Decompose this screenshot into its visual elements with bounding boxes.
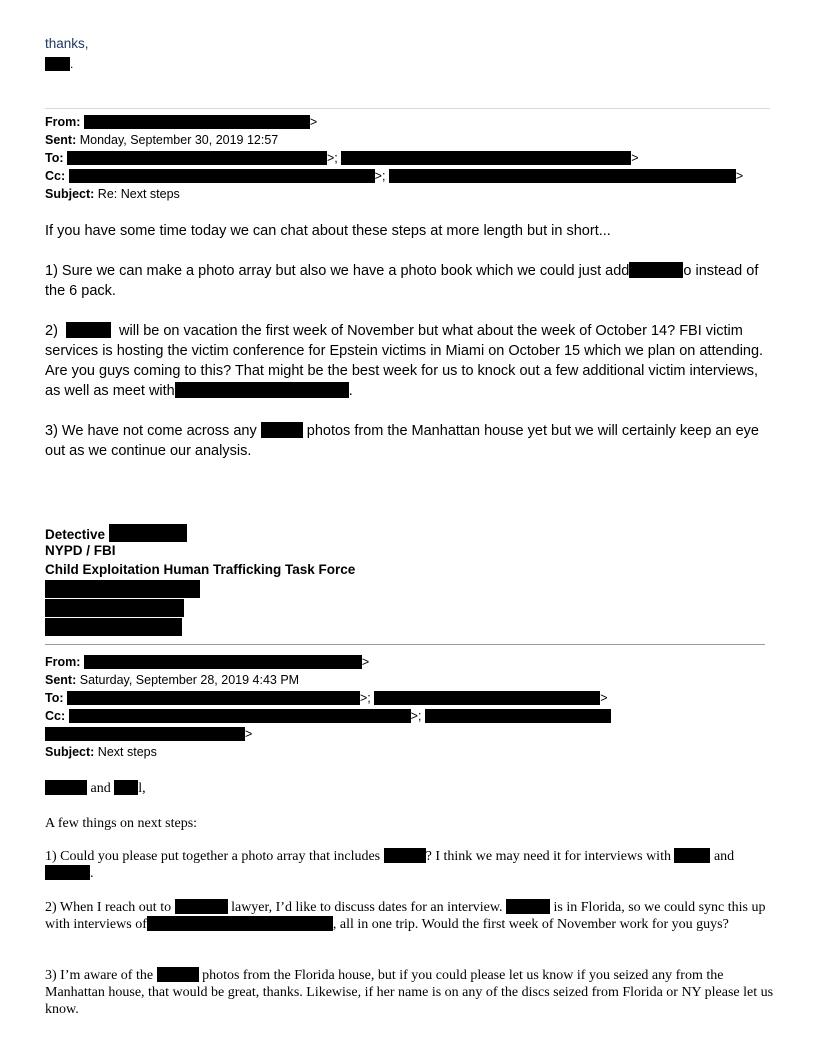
email2-item-2 (45, 899, 775, 933)
signature-unit: Child Exploitation Human Trafficking Task Force (45, 562, 356, 577)
email1-sent-line (45, 133, 278, 147)
email2-to-line (45, 691, 608, 705)
punct: >; (410, 709, 422, 723)
email1-cc-line (45, 169, 743, 183)
sent-label: Sent: (45, 673, 77, 687)
cc-label: Cc: (45, 709, 66, 723)
redaction-block (175, 899, 228, 914)
from-label: From: (45, 115, 81, 129)
redaction-block (389, 169, 736, 183)
redaction-block (147, 916, 333, 931)
redaction-block (84, 115, 310, 129)
redaction-block (45, 599, 184, 617)
redaction-block (67, 691, 360, 705)
redaction-block (69, 169, 375, 183)
email2-item-1 (45, 848, 775, 882)
redaction-block (69, 709, 411, 723)
text: ? I think we may need it for interviews with (425, 849, 671, 864)
email2-item-3 (45, 967, 775, 1018)
redaction-block (629, 262, 683, 278)
to-label: To: (45, 151, 64, 165)
email2-intro: A few things on next steps: (45, 816, 198, 831)
cc-label: Cc: (45, 169, 66, 183)
text: 2) When I reach out to (45, 900, 172, 915)
punct: >; (360, 691, 371, 705)
email1-item-1 (45, 261, 775, 301)
redaction-block (66, 322, 111, 338)
text: , all in one trip. Would the first week of November work for you guys? (332, 917, 729, 932)
text: 1) Could you please put together a photo array that includes (45, 849, 381, 864)
punct: >; (374, 169, 386, 183)
redaction-block (261, 422, 303, 438)
email2-sent-line (45, 673, 299, 687)
email1-item-2 (45, 321, 775, 401)
text: . (90, 866, 94, 881)
closing-signature (45, 57, 73, 71)
email2-greeting (45, 780, 775, 797)
redaction-block (374, 691, 600, 705)
email1-item-3 (45, 421, 775, 461)
redaction-block (84, 655, 362, 669)
redaction-block (45, 727, 245, 741)
redaction-block (45, 865, 90, 880)
punct: > (361, 655, 370, 669)
punct: > (600, 691, 608, 705)
redaction-block (45, 780, 87, 795)
text: photos from the Florida house, but if you could please let us know if you seized any from the Manhattan house, that would be great, thanks. Likewise, if her name is on any of the discs seized from Florida or NY please let us know. (45, 968, 774, 1017)
redaction-block (175, 382, 349, 398)
text: lawyer, I’d like to discuss dates for an interview. (231, 900, 503, 915)
redaction-block (45, 57, 70, 71)
sent-value: Monday, September 30, 2019 12:57 (79, 133, 279, 147)
signature-title (45, 524, 187, 543)
text: is in Florida, so we could sync this up with interviews of (45, 900, 766, 932)
text: 2) (45, 323, 58, 339)
text: will be on vacation the first week of November but what about the week of October 14? FBI victim services is hosting the victim conference for Epstein victims in Miami on October 15 which we plan on attending. Are you guys coming to this? That might be the best week for us to knock out a few additional victim interviews, as well as meet with (45, 323, 764, 399)
text: Detective (45, 527, 106, 542)
text: . (348, 383, 353, 399)
text: o instead of the 6 pack. (45, 263, 759, 299)
punct: > (245, 727, 253, 741)
from-label: From: (45, 655, 81, 669)
punct: > (309, 115, 318, 129)
redaction-block (341, 151, 631, 165)
redaction-block (506, 899, 550, 914)
closing-text: thanks, (45, 36, 89, 51)
email1-from-line (45, 115, 317, 129)
email2-subject-line (45, 745, 157, 759)
redaction-block (114, 780, 138, 795)
subject-label: Subject: (45, 745, 95, 759)
text: l, (138, 781, 146, 796)
email1-to-line (45, 151, 639, 165)
text: and (713, 849, 735, 864)
to-label: To: (45, 691, 64, 705)
punct: >; (327, 151, 338, 165)
redaction-block (425, 709, 611, 723)
email1-intro: If you have some time today we can chat about these steps at more length but in short... (45, 223, 611, 239)
text: photos from the Manhattan house yet but we will certainly keep an eye out as we continue our analysis. (45, 423, 759, 459)
text: 3) We have not come across any (45, 423, 257, 439)
email2-from-line (45, 655, 369, 669)
punct: > (631, 151, 639, 165)
text: and (90, 781, 111, 796)
redaction-block (109, 524, 187, 542)
sent-label: Sent: (45, 133, 77, 147)
redaction-block (157, 967, 199, 982)
redaction-block (384, 848, 426, 863)
punct: > (735, 169, 744, 183)
email2-cc-line-cont (45, 727, 252, 741)
sent-value: Saturday, September 28, 2019 4:43 PM (79, 673, 300, 687)
text: 3) I’m aware of the (45, 968, 154, 983)
redaction-block (674, 848, 710, 863)
signature-org: NYPD / FBI (45, 543, 116, 558)
email2-cc-line (45, 709, 611, 723)
period-text: . (70, 57, 74, 71)
text: 1) Sure we can make a photo array but also we have a photo book which we could just add (45, 263, 630, 279)
subject-value: Re: Next steps (97, 187, 180, 201)
subject-label: Subject: (45, 187, 95, 201)
redaction-block (45, 580, 200, 598)
redaction-block (67, 151, 327, 165)
redaction-block (45, 618, 182, 636)
email1-subject-line (45, 187, 180, 201)
subject-value: Next steps (97, 745, 157, 759)
header-divider (45, 108, 770, 109)
header-divider (45, 644, 765, 645)
